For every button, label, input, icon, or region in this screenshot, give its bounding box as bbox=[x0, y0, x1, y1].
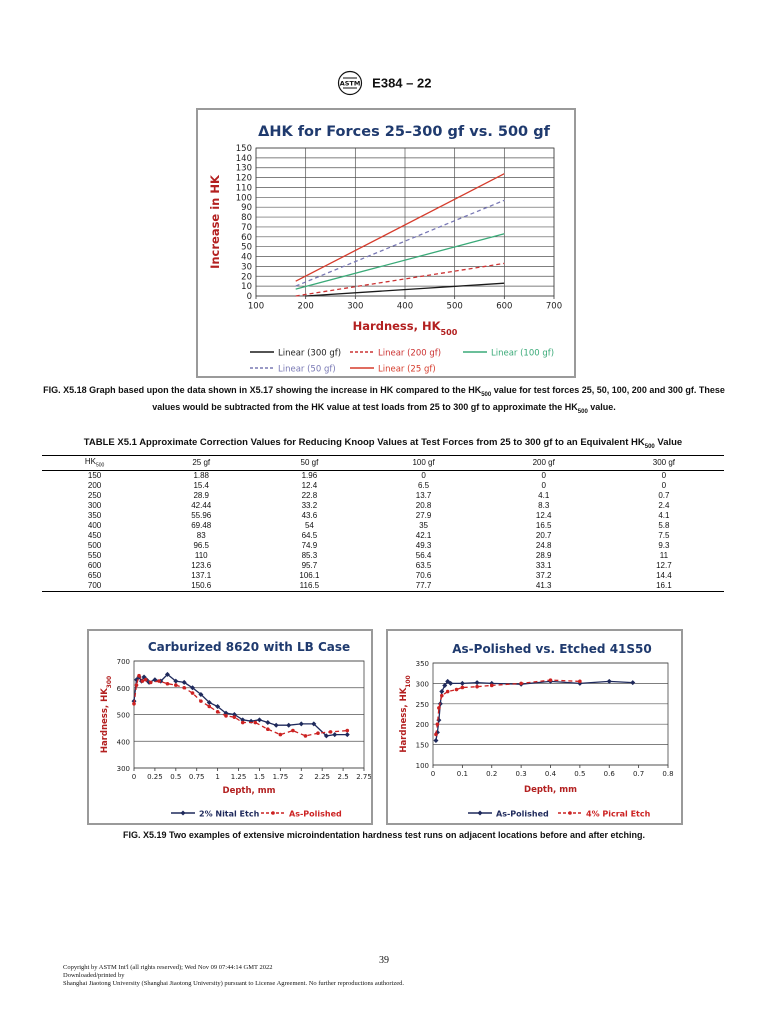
data-point bbox=[345, 729, 349, 733]
data-point bbox=[436, 722, 440, 726]
table-cell: 600 bbox=[87, 560, 102, 570]
series-line-1 bbox=[436, 681, 633, 740]
data-point bbox=[490, 684, 494, 688]
data-point bbox=[166, 682, 170, 686]
y-tick-label: 80 bbox=[241, 213, 252, 224]
table-cell: 22.8 bbox=[301, 490, 318, 500]
data-point bbox=[578, 680, 582, 684]
table-cell: 11 bbox=[659, 550, 669, 560]
legend-marker bbox=[478, 811, 483, 816]
y-tick-label: 300 bbox=[415, 680, 429, 689]
table-cell: 200 bbox=[87, 480, 102, 490]
table-cell: 0 bbox=[541, 480, 546, 490]
x-tick-label: 200 bbox=[297, 301, 314, 312]
y-tick-label: 200 bbox=[415, 721, 429, 730]
x-tick-label: 1.75 bbox=[272, 773, 289, 781]
table-cell: 0 bbox=[541, 470, 546, 480]
column-header: 100 gf bbox=[363, 456, 483, 471]
x-tick-label: 100 bbox=[247, 301, 265, 312]
data-point bbox=[216, 710, 220, 714]
data-point bbox=[182, 686, 186, 690]
table-cell: 95.7 bbox=[301, 560, 318, 570]
table-cell: 300 bbox=[87, 500, 102, 510]
y-axis-label: Hardness, $HK_{100}$ bbox=[399, 675, 412, 753]
table-cell: 70.6 bbox=[415, 570, 432, 580]
x-axis-label: Hardness, $HK_{500}$ bbox=[352, 319, 458, 337]
x-tick-label: 500 bbox=[446, 301, 463, 312]
table-cell: 0 bbox=[421, 470, 426, 480]
data-point bbox=[440, 694, 444, 698]
data-point bbox=[446, 690, 450, 694]
y-tick-label: 50 bbox=[241, 242, 252, 253]
table-cell: 69.48 bbox=[191, 520, 212, 530]
y-tick-label: 700 bbox=[116, 658, 130, 666]
figure-x5-19-caption: FIG. X5.19 Two examples of extensive microindentation hardness test runs on adjacent locations before and after etching. bbox=[123, 830, 645, 840]
x-tick-label: 2 bbox=[299, 773, 304, 781]
table-cell: 35 bbox=[419, 520, 429, 530]
table-cell: 12.4 bbox=[301, 480, 318, 490]
column-header-hk500: $HK_{500}$ bbox=[42, 456, 147, 471]
table-cell: 16.1 bbox=[604, 581, 724, 592]
table-cell: 15.4 bbox=[193, 480, 210, 490]
table-cell: 13.7 bbox=[415, 490, 432, 500]
data-point bbox=[144, 678, 148, 682]
y-tick-label: 400 bbox=[116, 738, 130, 747]
data-point bbox=[253, 721, 257, 725]
data-point bbox=[157, 679, 161, 683]
table-cell: 16.5 bbox=[535, 520, 552, 530]
table-cell: 250 bbox=[87, 490, 102, 500]
data-point bbox=[149, 681, 153, 685]
column-header: 200 gf bbox=[484, 456, 604, 471]
x-tick-label: 0.6 bbox=[603, 770, 615, 778]
download-line: Downloaded/printed by bbox=[63, 972, 125, 979]
table-cell: 137.1 bbox=[191, 570, 212, 580]
table-x5-1-title: TABLE X5.1 Approximate Correction Values for Reducing Knoop Values at Test Forces from 25 to 300 gf to an Equivalent $HK_{500}$ Value bbox=[83, 437, 683, 450]
x-tick-label: 0.25 bbox=[147, 773, 163, 781]
x-tick-label: 0 bbox=[430, 770, 436, 778]
table-cell: 96.5 bbox=[193, 540, 210, 550]
y-tick-label: 140 bbox=[235, 153, 252, 164]
legend-label: Linear (300 gf) bbox=[278, 348, 342, 359]
legend-marker bbox=[568, 811, 572, 815]
x-axis-label: Depth, mm bbox=[222, 786, 276, 796]
legend-label: 4% Picral Etch bbox=[586, 809, 651, 819]
figure-x5-18-frame bbox=[196, 108, 576, 378]
table-row bbox=[42, 541, 724, 551]
table-cell: 4.1 bbox=[538, 490, 550, 500]
table-cell: 12.4 bbox=[535, 510, 552, 520]
data-point bbox=[291, 729, 295, 733]
table-cell: 350 bbox=[87, 510, 102, 520]
x-tick-label: 0.4 bbox=[544, 770, 557, 778]
y-axis-label: Increase in HK bbox=[208, 175, 222, 269]
x-tick-label: 0.7 bbox=[633, 770, 645, 778]
figure-x5-19-right-frame bbox=[386, 629, 683, 825]
data-point bbox=[460, 681, 465, 686]
y-tick-label: 600 bbox=[116, 684, 130, 693]
legend-marker bbox=[181, 811, 186, 816]
legend-marker bbox=[271, 811, 275, 815]
chart-title: As-Polished vs. Etched 41S50 bbox=[452, 642, 652, 656]
table-cell: 550 bbox=[87, 550, 102, 560]
table-cell: 110 bbox=[194, 550, 208, 560]
table-cell: 28.9 bbox=[535, 550, 552, 560]
table-cell: 56.4 bbox=[415, 550, 432, 560]
column-header: 300 gf bbox=[604, 456, 724, 471]
x-axis-label: Depth, mm bbox=[524, 785, 577, 795]
table-row bbox=[42, 551, 724, 561]
data-point bbox=[135, 683, 139, 687]
data-point bbox=[455, 688, 459, 692]
column-header: 25 gf bbox=[147, 456, 255, 471]
table-cell: 450 bbox=[87, 530, 102, 540]
table-cell: 0 bbox=[661, 480, 667, 490]
table-row bbox=[42, 571, 724, 581]
table-cell: 24.8 bbox=[535, 540, 552, 550]
data-point bbox=[437, 706, 441, 710]
data-point bbox=[519, 682, 523, 686]
x-tick-label: 0.8 bbox=[662, 770, 674, 778]
x-tick-label: 700 bbox=[545, 301, 563, 312]
data-point bbox=[304, 734, 308, 738]
table-row bbox=[42, 511, 724, 521]
table-cell: 700 bbox=[42, 581, 147, 592]
data-point bbox=[332, 732, 337, 737]
x-tick-label: 1 bbox=[215, 773, 220, 781]
data-point bbox=[137, 674, 141, 678]
table-cell: 123.6 bbox=[191, 560, 212, 570]
standard-designation: E384 – 22 bbox=[372, 75, 432, 91]
x-tick-label: 2.5 bbox=[337, 773, 349, 781]
copyright-notice bbox=[63, 964, 663, 988]
column-header: 50 gf bbox=[255, 456, 363, 471]
data-point bbox=[199, 699, 203, 703]
table-cell: 0 bbox=[661, 470, 667, 480]
y-tick-label: 20 bbox=[241, 272, 252, 283]
chart-title: ΔHK for Forces 25–300 gf vs. 500 gf bbox=[258, 124, 550, 140]
y-tick-label: 250 bbox=[415, 700, 429, 709]
legend-label: Linear (50 gf) bbox=[278, 364, 336, 375]
data-point bbox=[191, 691, 195, 695]
table-cell: 116.5 bbox=[255, 581, 363, 592]
data-point bbox=[329, 730, 333, 734]
data-point bbox=[207, 705, 211, 709]
table-cell: 106.1 bbox=[299, 570, 320, 580]
table-row bbox=[42, 491, 724, 501]
table-cell: 43.6 bbox=[301, 510, 318, 520]
data-point bbox=[274, 723, 279, 728]
table-cell: 33.1 bbox=[535, 560, 552, 570]
x-tick-label: 600 bbox=[496, 301, 513, 312]
table-row bbox=[42, 470, 724, 481]
x-tick-label: 0.5 bbox=[170, 773, 182, 781]
plot-area bbox=[433, 663, 668, 765]
astm-logo-icon bbox=[337, 70, 363, 96]
data-point bbox=[549, 678, 553, 682]
table-cell: 5.8 bbox=[658, 520, 670, 530]
data-point bbox=[279, 733, 283, 737]
data-point bbox=[299, 721, 304, 726]
table-cell: 150.6 bbox=[147, 581, 255, 592]
data-point bbox=[316, 731, 320, 735]
y-tick-label: 90 bbox=[241, 203, 252, 214]
table-cell: 20.7 bbox=[535, 530, 552, 540]
table-cell: 6.5 bbox=[418, 480, 430, 490]
table-cell: 83 bbox=[196, 530, 206, 540]
x-tick-label: 400 bbox=[396, 301, 414, 312]
table-cell: 12.7 bbox=[656, 560, 672, 570]
page-header bbox=[0, 70, 768, 96]
table-cell: 14.4 bbox=[656, 570, 672, 580]
correction-values-table bbox=[42, 455, 724, 592]
table-cell: 9.3 bbox=[658, 540, 670, 550]
table-cell: 650 bbox=[87, 570, 102, 580]
y-tick-label: 60 bbox=[241, 232, 252, 243]
table-cell: 64.5 bbox=[301, 530, 318, 540]
data-point bbox=[461, 686, 465, 690]
table-cell: 55.96 bbox=[191, 510, 212, 520]
data-point bbox=[439, 689, 444, 694]
table-cell: 4.1 bbox=[658, 510, 670, 520]
svg-text:ASTM: ASTM bbox=[339, 79, 360, 88]
y-tick-label: 100 bbox=[235, 193, 252, 204]
series-line-4 bbox=[296, 200, 505, 286]
data-point bbox=[132, 702, 136, 706]
y-tick-label: 150 bbox=[235, 144, 252, 154]
series-line-5 bbox=[296, 174, 505, 282]
table-cell: 400 bbox=[87, 520, 102, 530]
table-cell: 27.9 bbox=[415, 510, 432, 520]
x-tick-label: 0.5 bbox=[574, 770, 586, 778]
carburized-8620-chart bbox=[89, 631, 371, 823]
table-row bbox=[42, 481, 724, 491]
table-cell: 63.5 bbox=[415, 560, 432, 570]
copyright-line: Copyright by ASTM Int'l (all rights reserved); Wed Nov 09 07:44:14 GMT 2022 bbox=[63, 964, 273, 971]
x-tick-label: 1.5 bbox=[253, 773, 266, 781]
legend-label: Linear (200 gf) bbox=[378, 348, 442, 359]
table-cell: 7.5 bbox=[658, 530, 670, 540]
series-line-2 bbox=[296, 263, 505, 296]
x-tick-label: 2.75 bbox=[356, 773, 371, 781]
table-cell: 20.8 bbox=[415, 500, 432, 510]
data-point bbox=[241, 721, 245, 725]
hk-increase-chart bbox=[198, 110, 574, 376]
x-tick-label: 0.1 bbox=[456, 770, 468, 778]
x-tick-label: 0.75 bbox=[188, 773, 205, 781]
table-row bbox=[42, 521, 724, 531]
y-tick-label: 0 bbox=[246, 292, 252, 302]
data-point bbox=[265, 720, 270, 725]
table-cell: 1.96 bbox=[301, 470, 318, 480]
data-point bbox=[475, 680, 480, 685]
table-row bbox=[42, 581, 724, 592]
y-tick-label: 10 bbox=[241, 282, 252, 293]
table-cell: 2.4 bbox=[658, 500, 670, 510]
data-point bbox=[345, 732, 350, 737]
series-line-3 bbox=[296, 234, 505, 289]
table-row bbox=[42, 531, 724, 541]
y-axis-label: Hardness, $HK_{300}$ bbox=[100, 675, 113, 754]
data-point bbox=[174, 683, 178, 687]
legend-label: 2% Nital Etch bbox=[199, 809, 260, 819]
table-cell: 8.3 bbox=[538, 500, 550, 510]
table-cell: 74.9 bbox=[301, 540, 318, 550]
x-tick-label: 0.3 bbox=[515, 770, 527, 778]
table-row bbox=[42, 501, 724, 511]
legend-label: As-Polished bbox=[289, 809, 342, 819]
figure-x5-18-caption: FIG. X5.18 Graph based upon the data shown in X5.17 showing the increase in HK compared to the $HK_{500}$ value for test forces 25, 50, 100, 200 and 300 gf. These values would be subtracted from the HK value at test loads from 25 to 300 gf to approximate the $HK_{500}$ value. bbox=[43, 385, 725, 415]
x-tick-label: 0.2 bbox=[486, 770, 498, 778]
y-tick-label: 110 bbox=[235, 183, 252, 194]
table-cell: 1.88 bbox=[193, 470, 210, 480]
legend-label: Linear (25 gf) bbox=[378, 364, 436, 375]
table-cell: 500 bbox=[87, 540, 102, 550]
y-tick-label: 30 bbox=[241, 262, 252, 273]
y-tick-label: 120 bbox=[235, 173, 252, 184]
chart-title: Carburized 8620 with LB Case bbox=[147, 640, 351, 654]
license-line: Shanghai Jiaotong University (Shanghai Jiaotong University) pursuant to License Agreement. No further reproductions authorized. bbox=[63, 980, 404, 987]
data-point bbox=[266, 727, 270, 731]
data-point bbox=[257, 717, 262, 722]
table-cell: 85.3 bbox=[301, 550, 318, 560]
y-tick-label: 300 bbox=[116, 765, 130, 773]
table-cell: 42.1 bbox=[415, 530, 432, 540]
data-point bbox=[475, 685, 479, 689]
y-tick-label: 70 bbox=[241, 222, 252, 233]
page-number: 39 bbox=[379, 955, 389, 966]
data-point bbox=[433, 738, 438, 743]
data-point bbox=[233, 715, 237, 719]
table-cell: 150 bbox=[87, 470, 102, 480]
table-cell: 54 bbox=[304, 520, 314, 530]
table-row bbox=[42, 561, 724, 571]
legend-label: Linear (100 gf) bbox=[491, 348, 555, 359]
x-tick-label: 2.25 bbox=[314, 773, 330, 781]
x-tick-label: 1.25 bbox=[230, 773, 247, 781]
table-cell: 49.3 bbox=[415, 540, 432, 550]
table-cell: 28.9 bbox=[193, 490, 210, 500]
data-point bbox=[141, 679, 145, 683]
table-cell: 77.7 bbox=[363, 581, 483, 592]
table-header-row bbox=[42, 456, 724, 471]
table-cell: 41.3 bbox=[484, 581, 604, 592]
legend-label: As-Polished bbox=[496, 809, 549, 819]
y-tick-label: 500 bbox=[116, 711, 130, 720]
table-cell: 42.44 bbox=[191, 500, 212, 510]
table-cell: 0.7 bbox=[658, 490, 670, 500]
y-tick-label: 150 bbox=[415, 741, 429, 750]
data-point bbox=[434, 733, 438, 737]
x-tick-label: 300 bbox=[347, 301, 364, 312]
y-tick-label: 350 bbox=[415, 660, 429, 668]
data-point bbox=[224, 714, 228, 718]
y-tick-label: 40 bbox=[241, 252, 252, 263]
data-point bbox=[630, 680, 635, 685]
x-tick-label: 0 bbox=[131, 773, 137, 781]
as-polished-vs-etched-chart bbox=[388, 631, 681, 823]
table-cell: 33.2 bbox=[301, 500, 318, 510]
y-tick-label: 100 bbox=[415, 762, 429, 770]
figure-x5-19-left-frame bbox=[87, 629, 373, 825]
table-cell: 37.2 bbox=[535, 570, 552, 580]
data-point bbox=[286, 723, 291, 728]
y-tick-label: 130 bbox=[235, 163, 252, 174]
